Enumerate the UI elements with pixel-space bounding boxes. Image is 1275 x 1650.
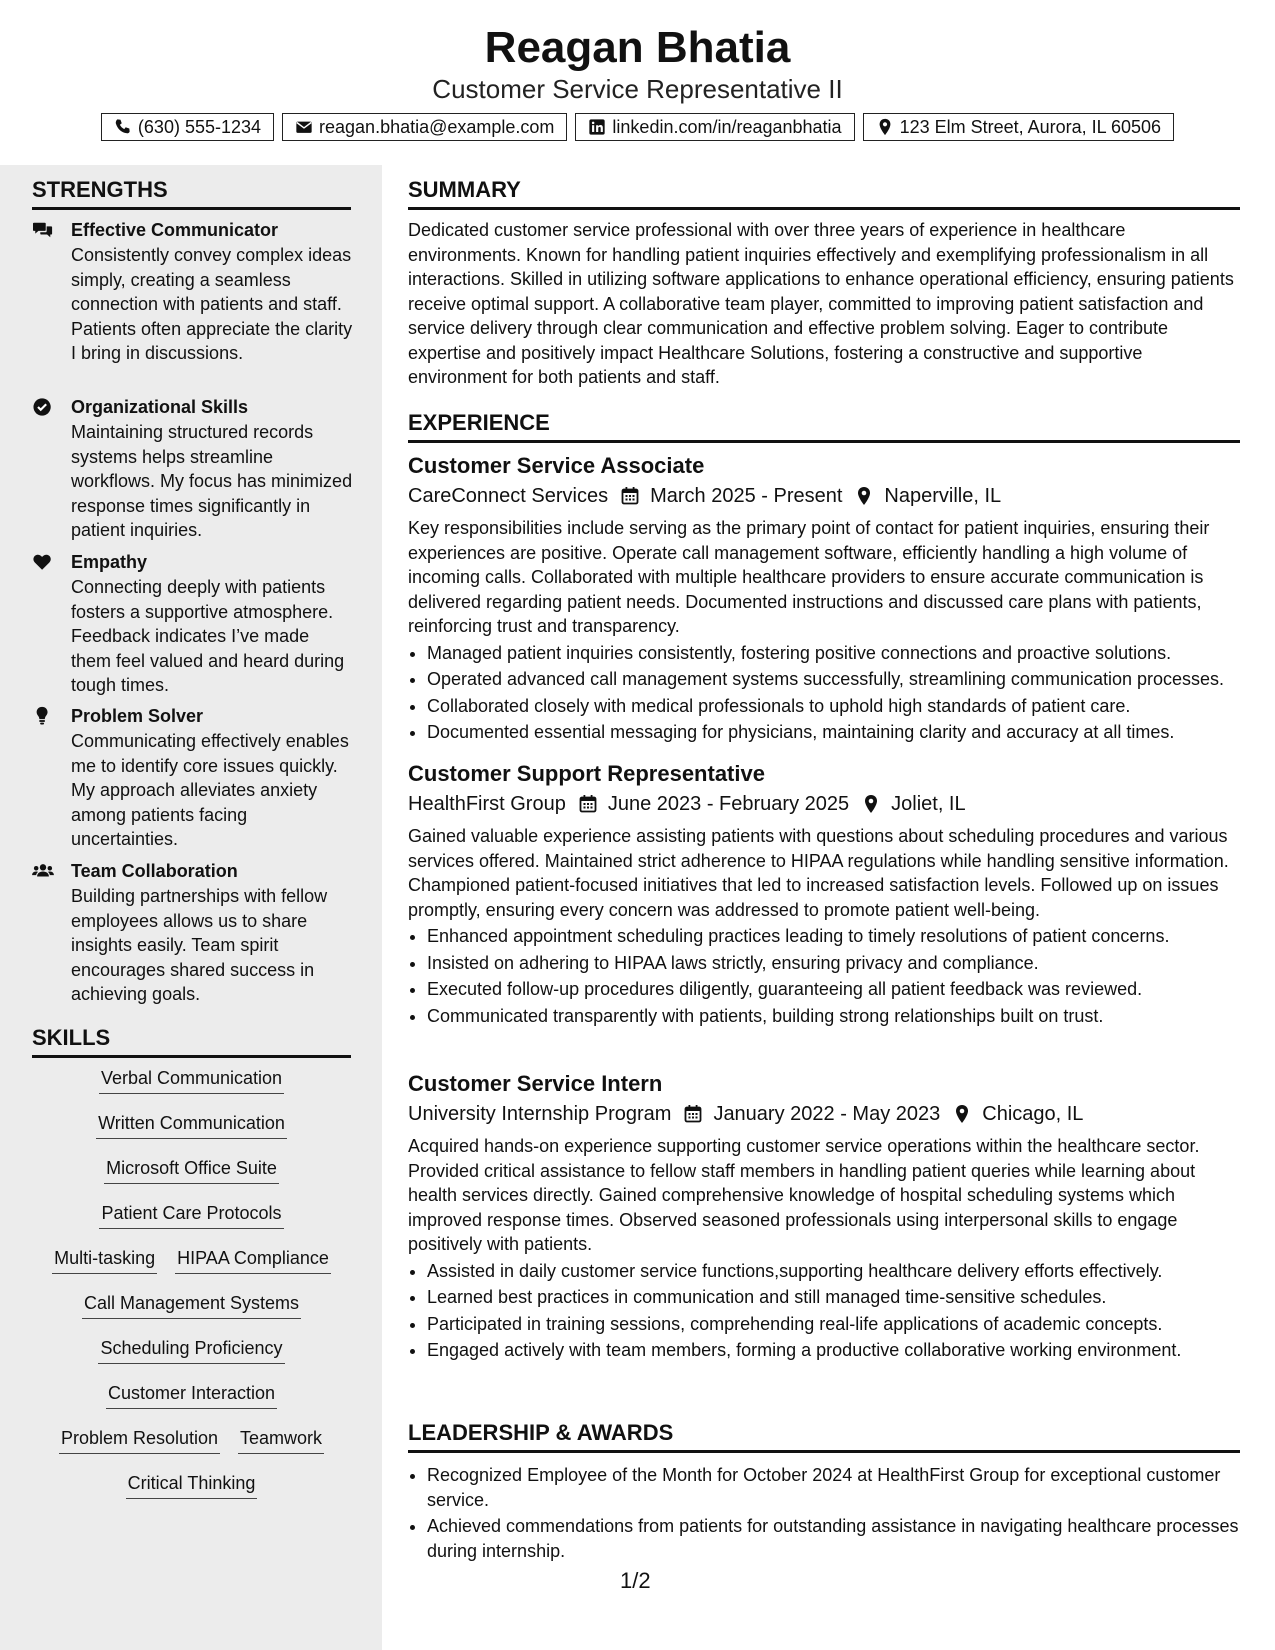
job-location: Chicago, IL [982,1103,1084,1125]
strength-title: Effective Communicator [71,220,279,240]
leadership-section [408,1418,1240,1565]
experience-section [408,408,1240,443]
phone-icon [114,118,132,136]
strengths-heading: STRENGTHS [32,175,351,210]
job-bullet: • Assisted in daily customer service functions,supporting healthcare delivery efforts effectively. [427,1259,1240,1284]
job-company: CareConnect Services [408,485,609,507]
strength-title: Problem Solver [71,706,204,726]
job-location: Joliet, IL [891,793,966,815]
job-bullet: • Collaborated closely with medical professionals to uphold high standards of patient care. [427,694,1240,719]
experience-heading: EXPERIENCE [408,408,1240,443]
job-description: Gained valuable experience assisting patients with questions about scheduling procedures and various services offered. Maintained strict adherence to HIPAA regulations while handling sensitive information. Championed patient-focused initiatives that led to increased satisfaction levels. Followed up on issues promptly, ensuring every concern was addressed to promote patient well-being. [408,826,1229,920]
contact-linkedin[interactable] [575,113,854,141]
comments-icon [32,220,56,242]
sidebar [0,165,382,1650]
envelope-icon [295,118,313,136]
summary-section [408,175,1240,390]
skill-tag: Verbal Communication [99,1066,284,1094]
contact-linkedin-text: linkedin.com/in/reaganbhatia [612,117,842,137]
job-meta [408,790,1240,818]
skill-tag: Scheduling Proficiency [98,1336,284,1364]
resume-header [0,0,1275,165]
job-title: Customer Service Intern [408,1071,663,1096]
skill-tag: Patient Care Protocols [99,1201,283,1229]
skill-tag: HIPAA Compliance [175,1246,331,1274]
job-bullet: • Enhanced appointment scheduling practices leading to timely resolutions of patient concerns. [427,924,1240,949]
lightbulb-icon [32,706,56,728]
page-number-text: 1/2 [620,1568,651,1593]
calendar-icon [578,794,598,814]
job-bullets [408,924,1240,1028]
strength-title: Team Collaboration [71,861,238,881]
job-bullet: • Learned best practices in communication and still managed time-sensitive schedules. [427,1285,1240,1310]
skill-tag: Microsoft Office Suite [104,1156,279,1184]
job-company: University Internship Program [408,1103,672,1125]
main-content [408,165,1240,1650]
contact-phone-text: (630) 555-1234 [137,117,262,137]
job-dates: March 2025 - Present [650,485,843,507]
skill-tag: Problem Resolution [59,1426,220,1454]
map-marker-icon [876,118,894,136]
users-icon [32,861,56,883]
contact-address-text: 123 Elm Street, Aurora, IL 60506 [899,117,1162,137]
strength-title: Organizational Skills [71,397,249,417]
job-bullet: • Managed patient inquiries consistently, fostering positive connections and proactive solutions. [427,641,1240,666]
job-dates: June 2023 - February 2025 [607,793,850,815]
job-bullet: • Executed follow-up procedures diligently, guaranteeing all patient feedback was reviewed. [427,977,1240,1002]
map-marker-icon [861,794,881,814]
candidate-title: Customer Service Representative II [432,74,843,104]
contact-address [863,113,1175,141]
job-entry [408,452,1240,747]
job-bullet: • Operated advanced call management systems successfully, streamlining communication processes. [427,667,1240,692]
contact-row [0,113,1275,141]
leadership-bullets [408,1463,1240,1563]
calendar-icon [683,1104,703,1124]
check-circle-icon [32,397,56,419]
job-bullets [408,641,1240,745]
job-bullet: • Insisted on adhering to HIPAA laws strictly, ensuring privacy and compliance. [427,951,1240,976]
job-title: Customer Support Representative [408,761,765,786]
job-entry [408,760,1240,1030]
job-meta [408,1100,1240,1128]
job-location: Naperville, IL [884,485,1002,507]
job-title: Customer Service Associate [408,453,705,478]
candidate-name: Reagan Bhatia [484,23,791,72]
leadership-heading: LEADERSHIP & AWARDS [408,1418,1240,1453]
job-description: Key responsibilities include serving as the primary point of contact for patient inquiries, ensuring their experiences are positive. Operate call management software, efficiently handling a high volume of incoming calls. Collaborated with multiple healthcare providers to ensure accurate communication is delivered regarding patient needs. Documented instructions and discussed care plans with patients, reinforcing trust and transparency. [408,518,1210,636]
award-bullet: • Recognized Employee of the Month for October 2024 at HealthFirst Group for exceptional customer service. [427,1463,1240,1512]
linkedin-icon [588,118,606,136]
strength-title: Empathy [71,552,148,572]
job-bullet: • Participated in training sessions, comprehending real-life applications of academic concepts. [427,1312,1240,1337]
job-bullet: • Documented essential messaging for physicians, maintaining clarity and accuracy at all times. [427,720,1240,745]
summary-text: Dedicated customer service professional with over three years of experience in healthcare environments. Known for handling patient inquiries effectively and exemplifying professionalism in all interactions. Skilled in utilizing software applications to enhance operational efficiency, ensuring patients receive optimal support. A collaborative team player, committed to improving patient satisfaction and service delivery through clear communication and effective problem solving. Eager to contribute expertise and positively impact Healthcare Solutions, fostering a constructive and supportive environment for both patients and staff. [408,220,1234,387]
skills-heading: SKILLS [32,1023,351,1058]
skill-tag: Teamwork [238,1426,324,1454]
skill-tag: Customer Interaction [106,1381,277,1409]
job-company: HealthFirst Group [408,793,566,815]
heart-icon [32,552,56,574]
strength-desc: Communicating effectively enables me to identify core issues quickly. My approach alleviates anxiety among patients facing uncertainties. [71,731,349,849]
strength-desc: Maintaining structured records systems helps streamline workflows. My focus has minimized response times significantly in patient inquiries. [71,422,353,540]
job-meta [408,482,1240,510]
map-marker-icon [952,1104,972,1124]
calendar-icon [620,486,640,506]
map-marker-icon [854,486,874,506]
skill-tag: Multi-tasking [52,1246,157,1274]
job-entry [408,1070,1240,1365]
job-bullet: • Engaged actively with team members, forming a productive collaborative working environment. [427,1338,1240,1363]
contact-email-text: reagan.bhatia@example.com [319,117,555,137]
job-description: Acquired hands-on experience supporting customer service operations within the healthcare sector. Provided critical assistance to fellow staff members in handling patient queries while learning about health services directly. Gained comprehensive knowledge of hospital scheduling systems which improved response times. Observed seasoned professionals using interpersonal skills to engage positively with patients. [408,1136,1200,1254]
strength-desc: Connecting deeply with patients fosters a supportive atmosphere. Feedback indicates I’ve made them feel valued and heard during tough times. [71,577,345,695]
skill-tag: Call Management Systems [82,1291,301,1319]
job-bullets [408,1259,1240,1363]
strength-desc: Consistently convey complex ideas simply, creating a seamless connection with patients and staff. Patients often appreciate the clarity I bring in discussions. [71,245,353,363]
summary-heading: SUMMARY [408,175,1240,210]
skill-tag: Written Communication [96,1111,287,1139]
job-bullet: • Communicated transparently with patients, building strong relationships built on trust. [427,1004,1240,1029]
contact-phone[interactable] [101,113,274,141]
award-bullet: • Achieved commendations from patients for outstanding assistance in navigating healthcare processes during internship. [427,1514,1240,1563]
job-dates: January 2022 - May 2023 [713,1103,941,1125]
contact-email[interactable] [282,113,567,141]
skills-list [32,1066,351,1516]
strength-desc: Building partnerships with fellow employees allows us to share insights easily. Team spirit encourages shared success in achieving goals. [71,886,328,1004]
skill-tag: Critical Thinking [126,1471,258,1499]
